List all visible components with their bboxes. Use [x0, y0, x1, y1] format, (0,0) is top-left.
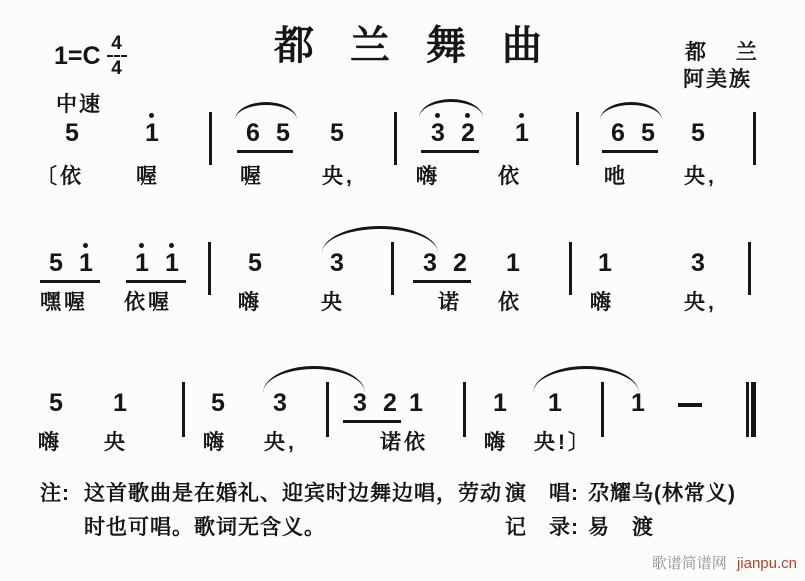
recorder-name: 易 渡: [588, 516, 654, 539]
lyric: 依: [498, 291, 522, 314]
underline: [602, 150, 658, 153]
lyric: 央: [321, 291, 345, 314]
time-denominator: 4: [111, 58, 122, 79]
note: 1: [140, 120, 164, 146]
time-numerator: 4: [111, 33, 122, 54]
note: 5: [691, 119, 705, 147]
note: 5: [49, 249, 63, 277]
lyric: 喔: [136, 165, 160, 188]
key-label: 1=C: [54, 41, 101, 70]
lyric: 嗨: [590, 291, 614, 314]
tempo-marking: 中速: [56, 93, 102, 116]
note: 1: [510, 120, 534, 146]
lyric: 央,: [684, 291, 717, 314]
note: 3: [353, 389, 367, 417]
note: 3: [426, 120, 450, 146]
underline: [40, 280, 100, 283]
end-barline-thin: [746, 382, 749, 437]
note: 2: [456, 120, 480, 146]
slur: [419, 99, 483, 118]
note: 5: [641, 119, 655, 147]
credit-place: 都 兰: [685, 41, 769, 64]
lyric: 依: [498, 165, 522, 188]
recorder-label: 记 录:: [505, 516, 579, 539]
barline: [182, 382, 185, 437]
note: 5: [330, 119, 344, 147]
underline: [421, 150, 479, 153]
lyric: 嗨: [484, 431, 508, 454]
lyric: 〔依: [36, 165, 84, 188]
underline: [413, 280, 471, 283]
note: 1: [113, 389, 127, 417]
lyric: 依喔: [124, 291, 172, 314]
underline: [126, 280, 186, 283]
note: 3: [423, 249, 437, 277]
rest-dash: [678, 403, 702, 407]
note: 1: [548, 389, 562, 417]
note: 1: [631, 389, 645, 417]
note: 2: [383, 389, 397, 417]
lyric: 喔: [240, 165, 264, 188]
barline: [209, 112, 212, 165]
slur: [263, 366, 365, 393]
barline: [463, 382, 466, 437]
octave-dot: [149, 113, 154, 118]
note: 1: [506, 249, 520, 277]
barline: [748, 242, 751, 295]
note: 3: [273, 389, 287, 417]
note: 1: [409, 389, 423, 417]
lyric: 嘿喔: [40, 291, 88, 314]
slur: [322, 226, 438, 253]
note: 5: [49, 389, 63, 417]
footnote-label: 注:: [40, 482, 70, 505]
lyric: 央,: [684, 165, 717, 188]
slur: [533, 366, 639, 393]
slur: [235, 102, 297, 120]
singer-label: 演 唱:: [505, 482, 579, 505]
lyric: 央: [104, 431, 128, 454]
credit-ethnic-group: 阿美族: [683, 68, 752, 91]
note: 1: [493, 389, 507, 417]
lyric: 嗨: [238, 291, 262, 314]
barline: [208, 242, 211, 295]
note: 1: [74, 250, 98, 276]
note: 6: [611, 119, 625, 147]
barline: [753, 112, 756, 165]
lyric: 吔: [604, 165, 628, 188]
note: 5: [248, 249, 262, 277]
octave-dot: [139, 243, 144, 248]
singer-name: 尕耀乌(林常义): [588, 482, 736, 505]
lyric: 嗨: [416, 165, 440, 188]
note: 5: [276, 119, 290, 147]
slur: [600, 102, 662, 120]
note: 1: [160, 250, 184, 276]
page-title: 都兰舞曲: [274, 24, 578, 68]
underline: [343, 420, 401, 423]
lyric: 央!〕: [534, 431, 592, 454]
footnote-line2: 时也可唱。歌词无含义。: [84, 516, 326, 539]
footnote-line1: 这首歌曲是在婚礼、迎宾时边舞边唱，劳动: [84, 482, 502, 505]
lyric: 诺依: [380, 431, 428, 454]
note: 2: [453, 249, 467, 277]
watermark-site-name: 歌谱简谱网: [651, 555, 727, 572]
octave-dot: [519, 113, 524, 118]
watermark: [652, 552, 797, 573]
lyric: 央,: [322, 165, 355, 188]
note: 3: [330, 249, 344, 277]
lyric: 嗨: [38, 431, 62, 454]
watermark-site-url[interactable]: jianpu.cn: [736, 555, 797, 572]
note: 5: [65, 119, 79, 147]
octave-dot: [169, 243, 174, 248]
lyric: 嗨: [203, 431, 227, 454]
end-barline-thick: [751, 382, 756, 437]
barline: [576, 112, 579, 165]
note: 1: [598, 249, 612, 277]
note: 5: [211, 389, 225, 417]
note: 3: [691, 249, 705, 277]
note: 6: [246, 119, 260, 147]
underline: [237, 150, 293, 153]
lyric: 诺: [438, 291, 462, 314]
barline: [394, 112, 397, 165]
lyric: 央,: [264, 431, 297, 454]
note: 1: [130, 250, 154, 276]
octave-dot: [83, 243, 88, 248]
barline: [569, 242, 572, 295]
